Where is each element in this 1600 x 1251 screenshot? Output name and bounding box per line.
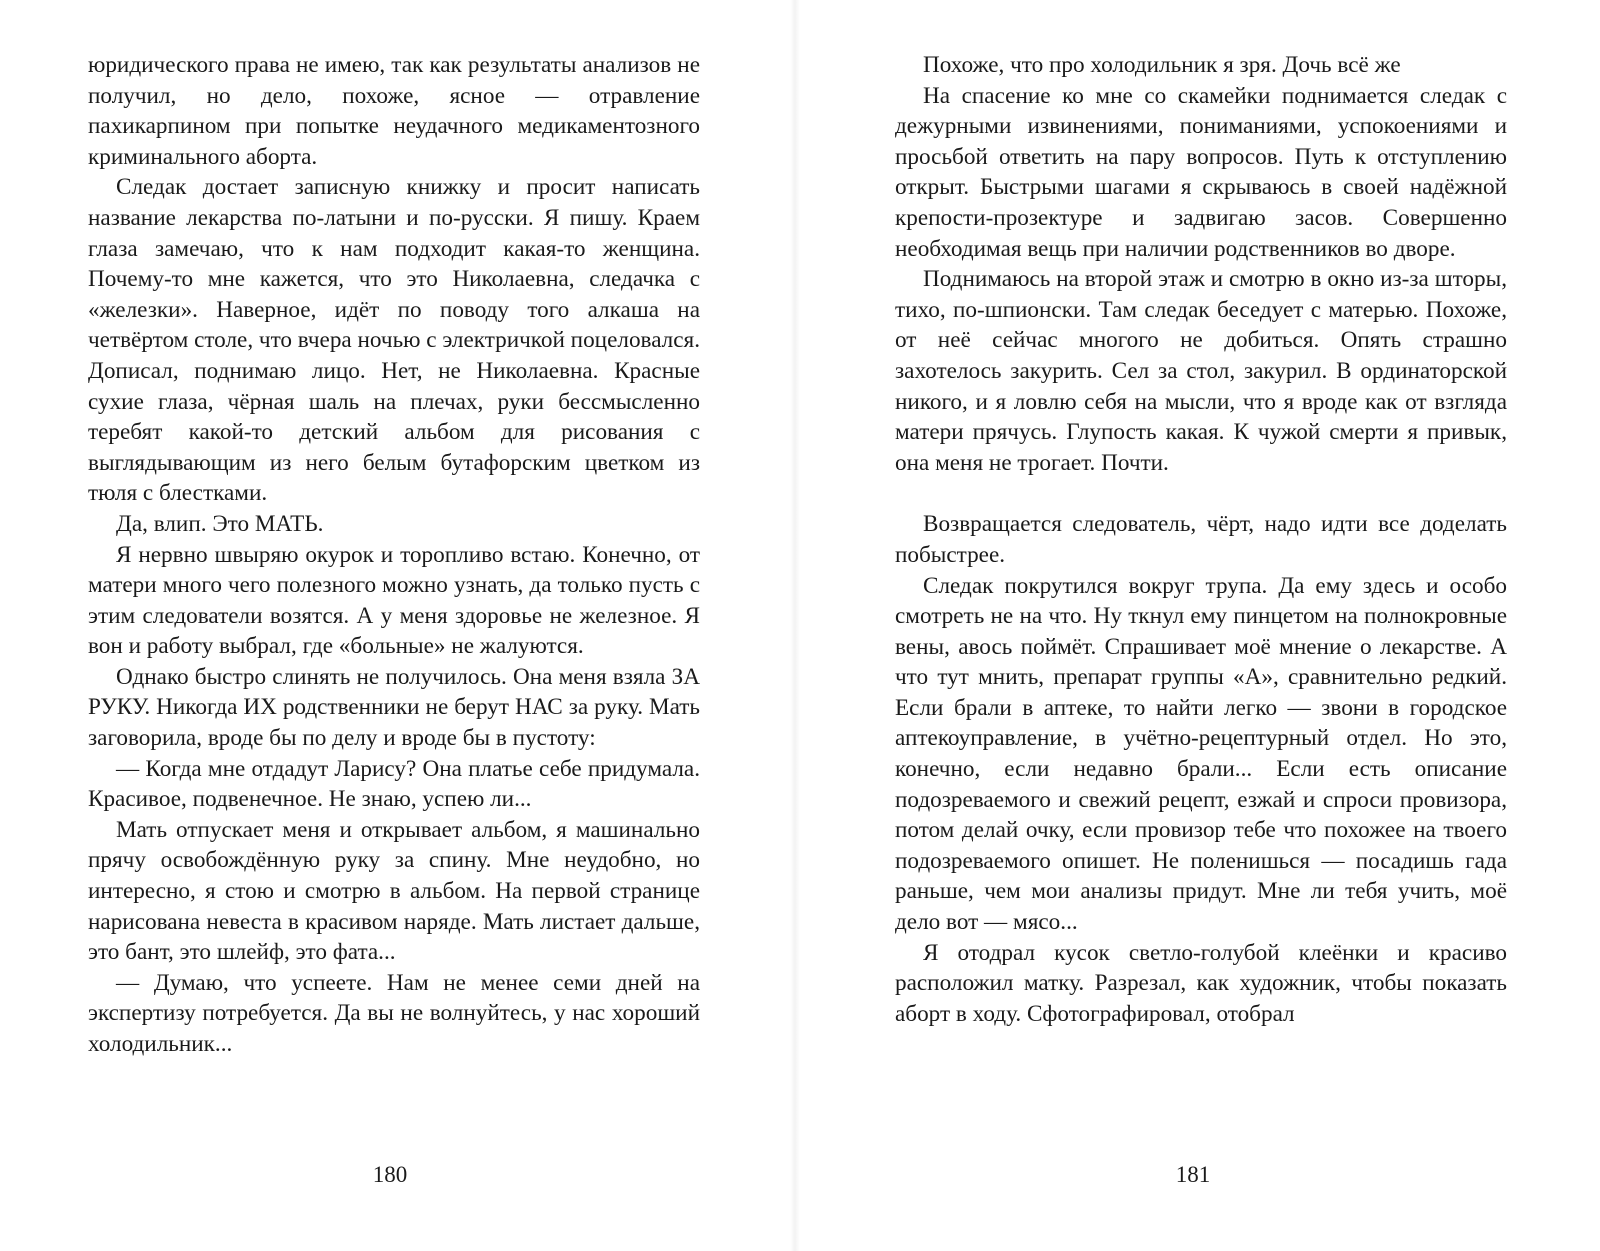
gutter xyxy=(790,0,800,1251)
left-page xyxy=(88,50,700,1060)
paragraph: Я отодрал кусок светло-голубой клеёнки и красиво расположил матку. Разрезал, как художник, чтобы показать аборт в ходу. Сфотографировал, отобрал xyxy=(895,939,1507,1027)
paragraph: Следак покрутился вокруг трупа. Да ему здесь и особо смотреть не на что. Ну ткнул ему пинцетом на полнокровные вены, авось поймёт. Спрашивает моё мнение о лекарстве. А что тут мнить, препарат группы «А», сравнительно редкий. Если брали в аптеке, то найти легко — звони в городское аптекоуправление, в учётно-рецептурный отдел. Но это, конечно, если недавно брали... Если есть описание подозреваемого и свежий рецепт, езжай и спроси провизора, потом делай очку, если провизор тебе что похожее на твоего подозреваемого опишет. Не поленишься — посадишь гада раньше, чем мои анализы придут. Мне ли тебя учить, моё дело вот — мясо... xyxy=(895,572,1507,936)
paragraph: Поднимаюсь на второй этаж и смотрю в окно из-за шторы, тихо, по-шпионски. Там следак беседует с матерью. Похоже, от неё сейчас многого не добиться. Опять страшно захотелось закурить. Сел за стол, закурил. В ординаторской никого, и я ловлю себя на мысли, что я вроде как от взгляда матери прячусь. Глупость какая. К чужой смерти я привык, она меня не трогает. Почти. xyxy=(895,266,1507,476)
paragraph: Я нервно швыряю окурок и торопливо встаю. Конечно, от матери много чего полезного можно узнать, да только пусть с этим следователи возятся. А у меня здоровье не железное. Я вон и работу выбрал, где «больные» не жалуются. xyxy=(88,541,700,660)
paragraph: — Когда мне отдадут Ларису? Она платье себе придумала. Красивое, подвенечное. Не знаю, успею ли... xyxy=(88,755,700,813)
paragraph: Да, влип. Это МАТЬ. xyxy=(116,510,324,537)
paragraph: юридического права не имею, так как результаты анализов не получил, но дело, похоже, ясное — отравление пахикарпином при попытке неудачного медикаментозного криминального аборта. xyxy=(88,52,700,170)
paragraph: Возвращается следователь, чёрт, надо идти все доделать побыстрее. xyxy=(895,511,1507,568)
paragraph: — Думаю, что успеете. Нам не менее семи дней на экспертизу потребуется. Да вы не волнуйтесь, у нас хороший холодильник... xyxy=(88,969,700,1057)
page-number: 180 xyxy=(372,1162,408,1187)
page-number: 181 xyxy=(1175,1162,1211,1187)
paragraph: Однако быстро слинять не получилось. Она меня взяла ЗА РУКУ. Никогда ИХ родственники не берут НАС за руку. Мать заговорила, вроде бы по делу и вроде бы в пустоту: xyxy=(88,663,700,752)
paragraph: На спасение ко мне со скамейки поднимается следак с дежурными извинениями, пониманиями, успокоениями и просьбой ответить на пару вопросов. Путь к отступлению открыт. Быстрыми шагами я скрываюсь в своей надёжной крепости-прозектуре и задвигаю засов. Совершенно необходимая вещь при наличии родственников во дворе. xyxy=(895,82,1507,262)
paragraph: Следак достает записную книжку и просит написать название лекарства по-латыни и по-русски. Я пишу. Краем глаза замечаю, что к нам подходит какая-то женщина. Почему-то мне кажется, что это Николаевна, следачка с «железки». Наверное, идёт по поводу того алкаша на четвёртом столе, что вчера ночью с электричкой поцеловался. Дописал, поднимаю лицо. Нет, не Николаевна. Красные сухие глаза, чёрная шаль на плечах, руки бессмысленно теребят какой-то детский альбом для рисования с выглядывающим из него белым бутафорским цветком из тюля с блестками. xyxy=(88,174,701,507)
right-page xyxy=(895,50,1507,1029)
paragraph: Мать отпускает меня и открывает альбом, я машинально прячу освобождённую руку за спину. Мне неудобно, но интересно, я стою и смотрю в альбом. На первой странице нарисована невеста в красивом наряде. Мать листает дальше, это бант, это шлейф, это фата... xyxy=(88,816,700,966)
paragraph: Похоже, что про холодильник я зря. Дочь всё же xyxy=(923,52,1401,78)
